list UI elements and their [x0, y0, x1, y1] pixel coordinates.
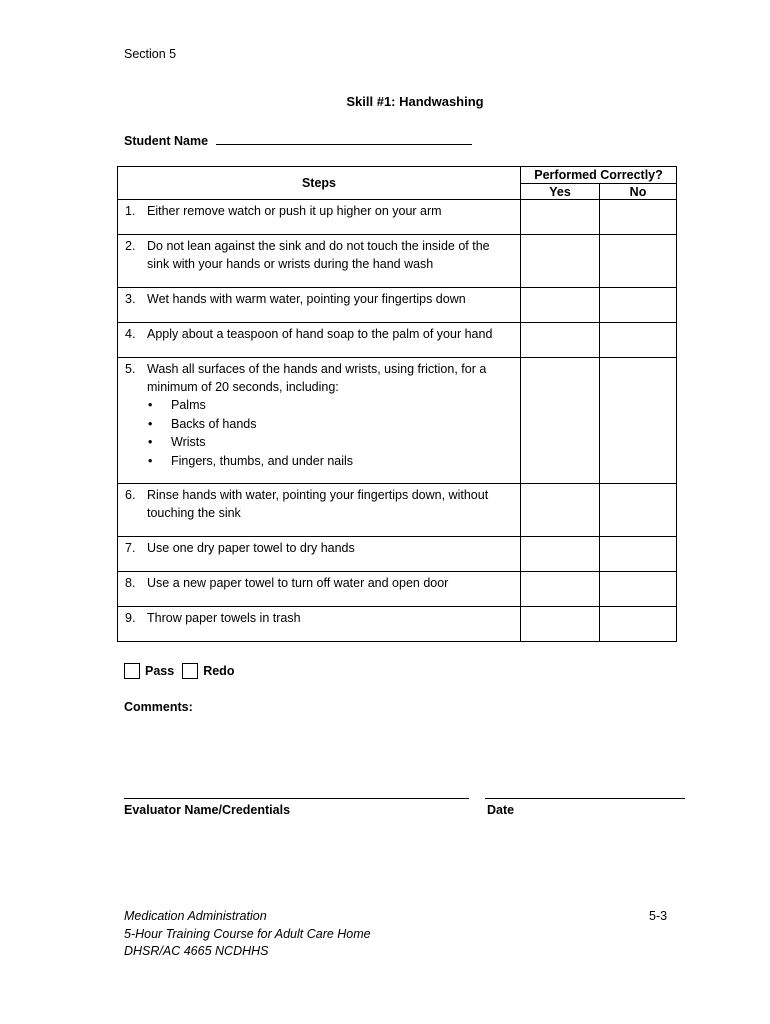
step-number: 3. [125, 292, 136, 306]
footer-course-title: Medication Administration [124, 909, 267, 923]
no-cell[interactable] [600, 484, 677, 537]
no-cell[interactable] [600, 358, 677, 484]
table-row [118, 323, 677, 358]
step-number: 9. [125, 611, 136, 625]
step-number: 6. [125, 488, 136, 502]
no-cell[interactable] [600, 607, 677, 642]
yes-cell[interactable] [521, 607, 600, 642]
comments-label: Comments: [124, 700, 193, 714]
no-cell[interactable] [600, 288, 677, 323]
skills-checklist-table [117, 166, 677, 642]
step-cell [118, 484, 521, 537]
step-cell [118, 358, 521, 484]
date-signature-line[interactable] [485, 798, 685, 799]
yes-cell[interactable] [521, 572, 600, 607]
step-number: 4. [125, 327, 136, 341]
yes-cell[interactable] [521, 288, 600, 323]
table-row [118, 572, 677, 607]
result-checkboxes [124, 663, 242, 679]
step-number: 1. [125, 204, 136, 218]
list-item: • Wrists [147, 433, 512, 452]
list-item: • Fingers, thumbs, and under nails [147, 452, 512, 471]
student-name-label: Student Name [124, 134, 209, 148]
steps-header: Steps [118, 167, 521, 200]
yes-header: Yes [521, 184, 600, 200]
footer-course-subtitle: 5-Hour Training Course for Adult Care Home [124, 927, 371, 941]
performed-correctly-header: Performed Correctly? [521, 167, 677, 184]
evaluator-label: Evaluator Name/Credentials [124, 803, 291, 817]
step-cell [118, 200, 521, 235]
step-text: Either remove watch or push it up higher on your arm [147, 204, 442, 218]
bullet-list [147, 396, 512, 470]
step-text: Throw paper towels in trash [147, 611, 301, 625]
yes-cell[interactable] [521, 235, 600, 288]
step-cell [118, 607, 521, 642]
evaluator-signature-line[interactable] [124, 798, 469, 799]
no-cell[interactable] [600, 572, 677, 607]
step-text: Wet hands with warm water, pointing your fingertips down [147, 292, 466, 306]
yes-cell[interactable] [521, 484, 600, 537]
step-text: Do not lean against the sink and do not touch the inside of the sink with your hands or wrists during the hand wash [147, 239, 490, 271]
step-number: 5. [125, 362, 136, 376]
table-row [118, 288, 677, 323]
table-row [118, 537, 677, 572]
step-number: 7. [125, 541, 136, 555]
page-title: Skill #1: Handwashing [346, 94, 484, 109]
pass-checkbox[interactable] [124, 663, 140, 679]
page-number: 5-3 [649, 909, 668, 923]
table-row [118, 200, 677, 235]
list-item: • Backs of hands [147, 415, 512, 434]
step-number: 2. [125, 239, 136, 253]
no-cell[interactable] [600, 235, 677, 288]
step-text: Use a new paper towel to turn off water and open door [147, 576, 449, 590]
table-row [118, 607, 677, 642]
step-cell [118, 572, 521, 607]
no-header: No [600, 184, 677, 200]
step-text: Rinse hands with water, pointing your fingertips down, without touching the sink [147, 488, 489, 520]
step-text: Use one dry paper towel to dry hands [147, 541, 355, 555]
redo-checkbox[interactable] [182, 663, 198, 679]
step-text: Apply about a teaspoon of hand soap to the palm of your hand [147, 327, 493, 341]
student-name-row [124, 132, 472, 148]
yes-cell[interactable] [521, 537, 600, 572]
no-cell[interactable] [600, 200, 677, 235]
step-cell [118, 235, 521, 288]
table-row [118, 358, 677, 484]
step-cell [118, 537, 521, 572]
yes-cell[interactable] [521, 200, 600, 235]
list-item: • Palms [147, 396, 512, 415]
date-label: Date [487, 803, 515, 817]
step-cell [118, 323, 521, 358]
no-cell[interactable] [600, 537, 677, 572]
no-cell[interactable] [600, 323, 677, 358]
step-cell [118, 288, 521, 323]
yes-cell[interactable] [521, 358, 600, 484]
footer-form-id: DHSR/AC 4665 NCDHHS [124, 944, 269, 958]
step-number: 8. [125, 576, 136, 590]
yes-cell[interactable] [521, 323, 600, 358]
table-row [118, 484, 677, 537]
table-row [118, 235, 677, 288]
redo-label: Redo [203, 664, 235, 678]
section-label: Section 5 [124, 47, 177, 61]
step-text: Wash all surfaces of the hands and wrists, using friction, for a minimum of 20 seconds, including: [147, 362, 487, 394]
student-name-field[interactable] [216, 132, 472, 145]
pass-label: Pass [145, 664, 175, 678]
